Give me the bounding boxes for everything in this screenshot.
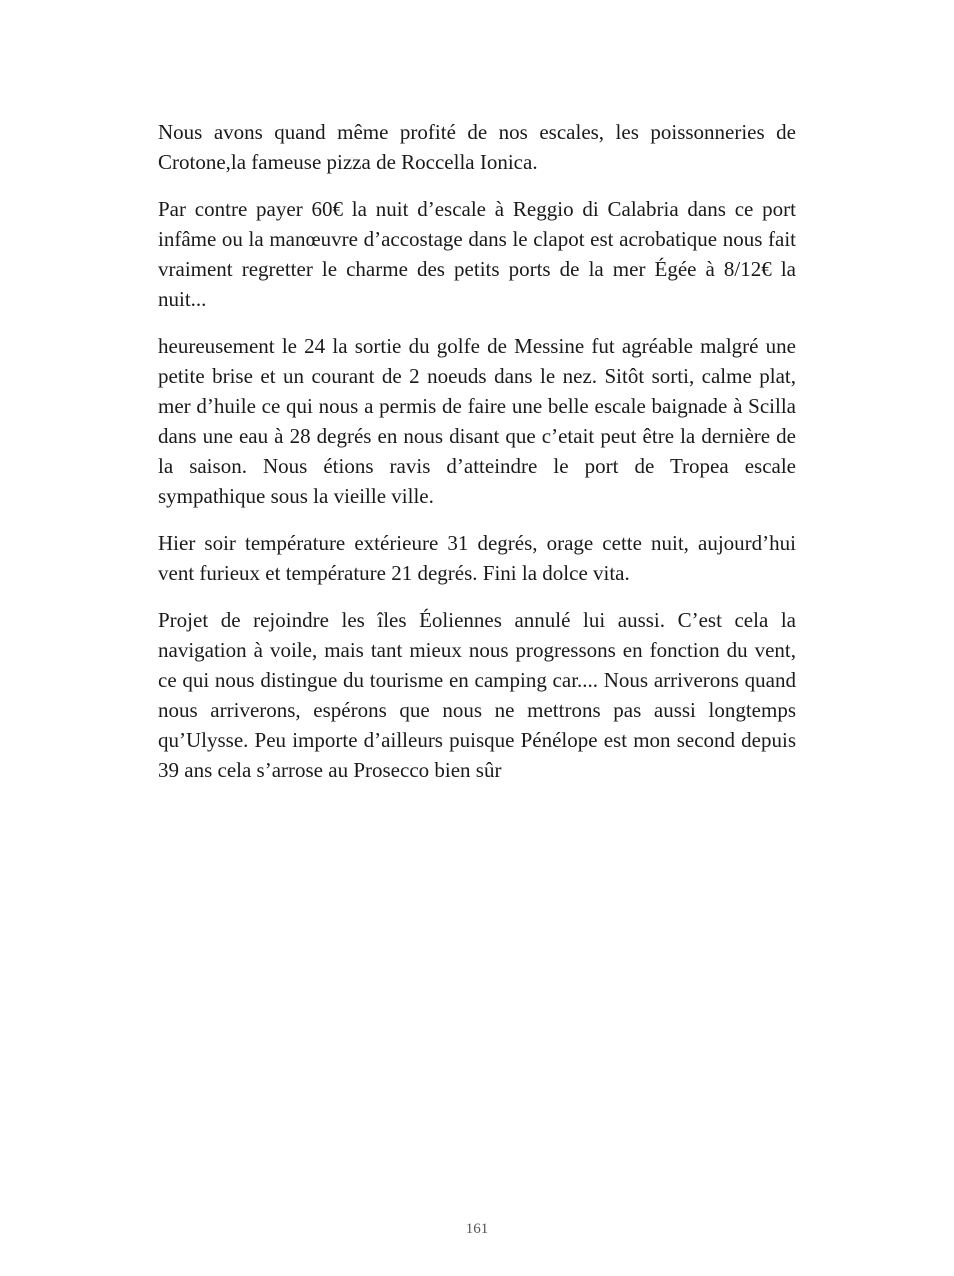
paragraph: Hier soir température extérieure 31 degrés, orage cette nuit, aujourd’hui vent furieux et température 21 degrés. Fini la dolce vita. — [158, 531, 796, 585]
paragraph: Par contre payer 60€ la nuit d’escale à Reggio di Calabria dans ce port infâme ou la manœuvre d’accostage dans le clapot est acrobatique nous fait vraiment regretter le charme des petits ports de la mer Égée à 8/12€ la nuit... — [158, 197, 796, 311]
paragraph: Projet de rejoindre les îles Éoliennes annulé lui aussi. C’est cela la navigation à voile, mais tant mieux nous progressons en fonction du vent, ce qui nous distingue du tourisme en camping car.... Nous arriverons quand nous arriverons, espérons que nous ne mettrons pas aussi longtemps qu’Ulysse. Peu importe d’ailleurs puisque Pénélope est mon second depuis 39 ans cela s’arrose au Prosecco bien sûr — [158, 608, 796, 782]
body-text — [158, 117, 796, 802]
paragraph: heureusement le 24 la sortie du golfe de Messine fut agréable malgré une petite brise et un courant de 2 noeuds dans le nez. Sitôt sorti, calme plat, mer d’huile ce qui nous a permis de faire une belle escale baignade à Scilla dans une eau à 28 degrés en nous disant que c’etait peut être la dernière de la saison. Nous étions ravis d’atteindre le port de Tropea escale sympathique sous la vieille ville. — [158, 334, 796, 508]
paragraph: Nous avons quand même profité de nos escales, les poissonneries de Crotone,la fameuse pizza de Roccella Ionica. — [158, 120, 796, 174]
page-number: 161 — [465, 1221, 489, 1237]
